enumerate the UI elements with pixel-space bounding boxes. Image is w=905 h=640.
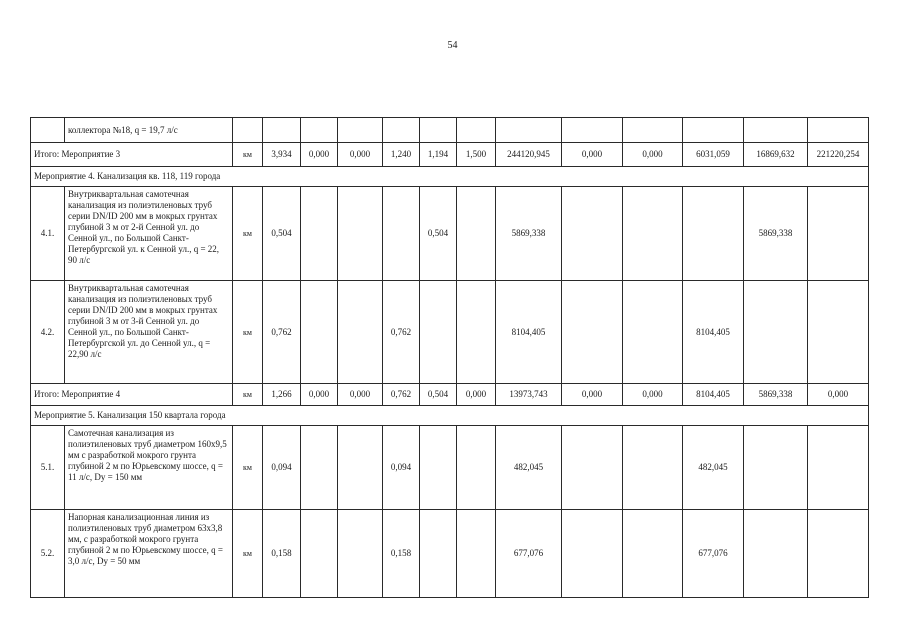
table-row: [31, 426, 869, 510]
length-cell: 0,504: [263, 187, 301, 281]
row-number: 4.2.: [31, 281, 65, 384]
section-header-4: [31, 167, 869, 187]
total-value: 1,240: [383, 143, 420, 167]
value-cell: 677,076: [683, 510, 744, 598]
unit-cell: км: [233, 384, 263, 406]
value-cell: 8104,405: [683, 281, 744, 384]
total-row-3: [31, 143, 869, 167]
value-cell: 5869,338: [744, 187, 808, 281]
total-value: 5869,338: [744, 384, 808, 406]
row-description: Напорная канализационная линия из полиэтиленовых труб диаметром 63х3,8 мм, с разработкой мокрого грунта глубиной 2 м по Юрьевскому шоссе, q = 3,0 л/с, Dy = 50 мм: [65, 510, 233, 598]
value-cell: 0,158: [383, 510, 420, 598]
total-row-4: [31, 384, 869, 406]
section-title: Мероприятие 4. Канализация кв. 118, 119 города: [31, 167, 869, 187]
row-description: Самотечная канализация из полиэтиленовых труб диаметром 160х9,5 мм с разработкой мокрого грунта глубиной 2 м по Юрьевскому шоссе, q = 11 л/с, Dy = 150 мм: [65, 426, 233, 510]
table-row: [31, 187, 869, 281]
investment-table: [30, 117, 869, 598]
total-value: 0,000: [562, 143, 623, 167]
total-value: 0,000: [562, 384, 623, 406]
total-value: 1,266: [263, 384, 301, 406]
total-value: 1,500: [457, 143, 496, 167]
row-description: Внутриквартальная самотечная канализация из полиэтиленовых труб серии DN/ID 200 мм в мокрых грунтах глубиной 3 м от 3-й Сенной ул. до Сенной ул., по Большой Санкт-Петербургской ул. до Сенной ул., q = 22,90 л/с: [65, 281, 233, 384]
total-value: 16869,632: [744, 143, 808, 167]
total-value: 0,000: [338, 384, 383, 406]
total-value: 0,000: [301, 143, 338, 167]
total-value: 0,000: [338, 143, 383, 167]
length-cell: 0,094: [263, 426, 301, 510]
unit-cell: км: [233, 281, 263, 384]
value-cell: 0,504: [420, 187, 457, 281]
continuation-row: [31, 118, 869, 143]
total-value: 0,504: [420, 384, 457, 406]
page-number: 54: [447, 40, 458, 51]
total-value: 0,000: [457, 384, 496, 406]
total-value: 6031,059: [683, 143, 744, 167]
table-row: [31, 281, 869, 384]
section-title: Мероприятие 5. Канализация 150 квартала города: [31, 406, 869, 426]
total-value: 0,000: [623, 143, 683, 167]
row-description: Внутриквартальная самотечная канализация из полиэтиленовых труб серии DN/ID 200 мм в мокрых грунтах глубиной 3 м от 2-й Сенной ул. до Сенной ул., по Большой Санкт-Петербургской ул. к Сенной ул., q = 22, 90 л/с: [65, 187, 233, 281]
value-cell: 0,762: [383, 281, 420, 384]
total-value: 13973,743: [496, 384, 562, 406]
continuation-desc: коллектора №18, q = 19,7 л/с: [65, 118, 233, 143]
value-cell: 0,094: [383, 426, 420, 510]
total-value: 221220,254: [808, 143, 869, 167]
length-cell: 0,158: [263, 510, 301, 598]
total-label: Итого: Мероприятие 3: [31, 143, 233, 167]
cost-cell: 677,076: [496, 510, 562, 598]
unit-cell: км: [233, 510, 263, 598]
table-row: [31, 510, 869, 598]
row-number: 5.2.: [31, 510, 65, 598]
total-value: 8104,405: [683, 384, 744, 406]
value-cell: 482,045: [683, 426, 744, 510]
total-value: 0,000: [623, 384, 683, 406]
total-label: Итого: Мероприятие 4: [31, 384, 233, 406]
row-number: 5.1.: [31, 426, 65, 510]
total-value: 244120,945: [496, 143, 562, 167]
cost-cell: 8104,405: [496, 281, 562, 384]
cost-cell: 5869,338: [496, 187, 562, 281]
total-value: 3,934: [263, 143, 301, 167]
cost-cell: 482,045: [496, 426, 562, 510]
length-cell: 0,762: [263, 281, 301, 384]
unit-cell: км: [233, 187, 263, 281]
total-value: 0,762: [383, 384, 420, 406]
total-value: 0,000: [301, 384, 338, 406]
total-value: 1,194: [420, 143, 457, 167]
section-header-5: [31, 406, 869, 426]
total-value: 0,000: [808, 384, 869, 406]
row-number: 4.1.: [31, 187, 65, 281]
unit-cell: км: [233, 143, 263, 167]
unit-cell: км: [233, 426, 263, 510]
